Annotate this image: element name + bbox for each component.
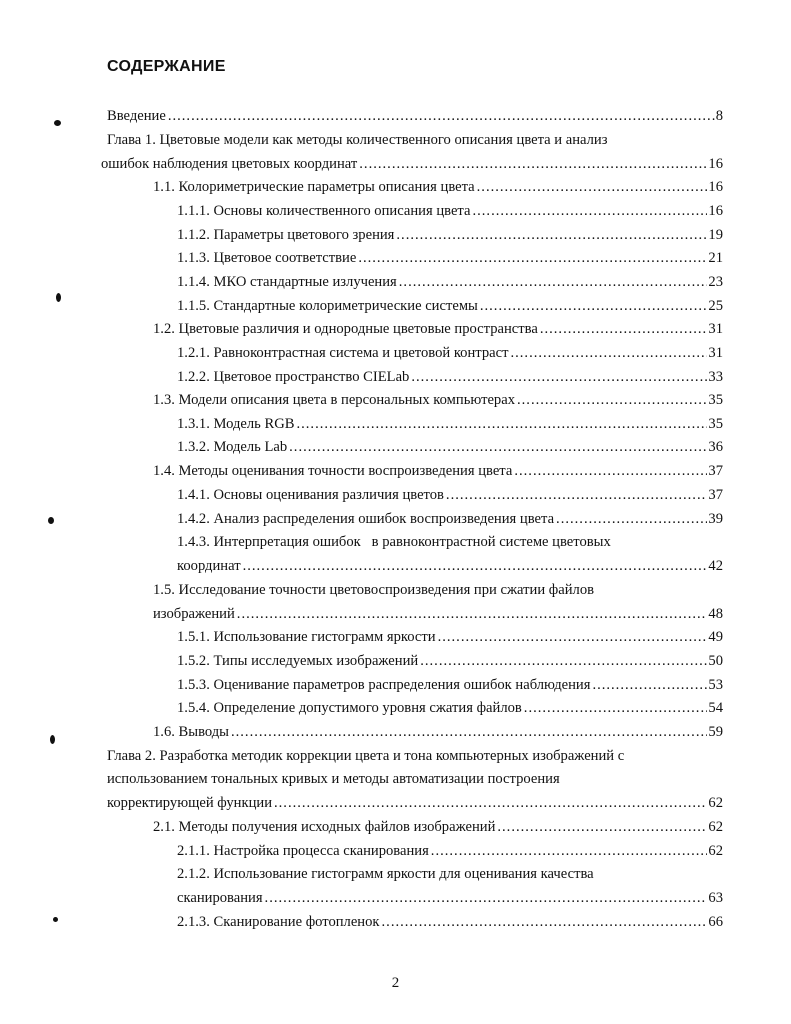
toc-entry-page: 54	[708, 700, 723, 716]
page-title: СОДЕРЖАНИЕ	[107, 58, 226, 75]
leader-dots	[358, 247, 707, 269]
leader-dots	[382, 911, 708, 933]
toc-entry-page: 16	[708, 179, 723, 195]
scan-speck	[48, 517, 54, 524]
toc-entry-page: 23	[708, 274, 723, 290]
toc-entry-chapter-1-line: Глава 1. Цветовые модели как методы количественного описания цвета и анализ	[107, 132, 608, 148]
leader-dots	[514, 460, 707, 482]
leader-dots	[480, 295, 708, 317]
toc-entry-1-3	[153, 389, 723, 411]
toc-entry-1-5-1	[177, 626, 723, 648]
toc-entry-1-5-4	[177, 697, 723, 719]
leader-dots	[510, 342, 707, 364]
toc-entry-2-1-2	[177, 887, 723, 909]
scan-speck	[53, 917, 58, 922]
toc-entry-title: 1.1.4. МКО стандартные излучения	[177, 274, 397, 290]
toc-entry-1-5-line: 1.5. Исследование точности цветовоспроизведения при сжатии файлов	[153, 582, 595, 598]
toc-entry-page: 31	[708, 321, 723, 337]
toc-entry-page: 59	[708, 724, 723, 740]
toc-entry-1-1-2	[177, 224, 723, 246]
leader-dots	[359, 153, 707, 175]
toc-entry-1-4-3-line: 1.4.3. Интерпретация ошибок в равноконтрастной системе цветовых	[177, 534, 611, 550]
toc-entry-page: 33	[708, 369, 723, 385]
toc-entry-page: 62	[708, 843, 723, 859]
toc-entry-page: 21	[708, 250, 723, 266]
toc-entry-title: 1.1.5. Стандартные колориметрические системы	[177, 298, 478, 314]
leader-dots	[477, 176, 708, 198]
toc-entry-title: 2.1.3. Сканирование фотопленок	[177, 914, 380, 930]
scan-speck	[56, 293, 61, 302]
toc-entry-1-1-3	[177, 247, 723, 269]
toc-entry-1-5-2	[177, 650, 723, 672]
toc-entry-title: 1.2.2. Цветовое пространство CIELab	[177, 369, 410, 385]
leader-dots	[592, 674, 707, 696]
toc-entry-title: 1.5.1. Использование гистограмм яркости	[177, 629, 436, 645]
toc-entry-1-1-5	[177, 295, 723, 317]
toc-entry-title: ошибок наблюдения цветовых координат	[101, 156, 358, 172]
toc-entry-2-1	[153, 816, 723, 838]
toc-entry-title: 1.5.2. Типы исследуемых изображений	[177, 653, 419, 669]
toc-entry-chapter-1	[101, 153, 723, 175]
leader-dots	[524, 697, 708, 719]
toc-entry-1-2	[153, 318, 723, 340]
toc-entry-1-1-4	[177, 271, 723, 293]
toc-entry-title: 1.3.1. Модель RGB	[177, 416, 295, 432]
toc-entry-title: 1.1.3. Цветовое соответствие	[177, 250, 357, 266]
toc-entry-page: 37	[708, 463, 723, 479]
toc-entry-page: 49	[708, 629, 723, 645]
toc-entry-page: 42	[708, 558, 723, 574]
toc-entry-page: 16	[708, 203, 723, 219]
toc-entry-title: корректирующей функции	[107, 795, 272, 811]
toc-entry-title: 1.4. Методы оценивания точности воспроизведения цвета	[153, 463, 513, 479]
toc-entry-page: 35	[708, 416, 723, 432]
leader-dots	[399, 271, 708, 293]
toc-entry-chapter-2-line-1: Глава 2. Разработка методик коррекции цвета и тона компьютерных изображений с	[107, 748, 625, 764]
toc-entry-chapter-2	[107, 792, 723, 814]
toc-entry-page: 53	[708, 677, 723, 693]
scan-speck	[50, 735, 55, 744]
toc-entry-title: сканирования	[177, 890, 263, 906]
leader-dots	[431, 840, 708, 862]
toc-entry-page: 37	[708, 487, 723, 503]
toc-entry-1-4-1	[177, 484, 723, 506]
toc-entry-1-5-3	[177, 674, 723, 696]
toc-entry-chapter-2-line-2: использованием тональных кривых и методы автоматизации построения	[107, 771, 560, 787]
leader-dots	[296, 413, 707, 435]
toc-entry-2-1-3	[177, 911, 723, 933]
leader-dots	[497, 816, 707, 838]
toc-entry-introduction	[107, 105, 723, 127]
toc-entry-title: 1.4.1. Основы оценивания различия цветов	[177, 487, 444, 503]
toc-entry-title: 1.5.4. Определение допустимого уровня сжатия файлов	[177, 700, 522, 716]
toc-entry-page: 31	[708, 345, 723, 361]
toc-entry-page: 62	[708, 795, 723, 811]
leader-dots	[517, 389, 707, 411]
leader-dots	[411, 366, 707, 388]
toc-entry-page: 8	[715, 108, 723, 124]
toc-entry-1-3-2	[177, 436, 723, 458]
scan-speck	[54, 120, 61, 126]
toc-entry-title: 1.6. Выводы	[153, 724, 229, 740]
toc-entry-page: 19	[708, 227, 723, 243]
toc-entry-1-2-2	[177, 366, 723, 388]
toc-entry-title: 1.4.2. Анализ распределения ошибок воспроизведения цвета	[177, 511, 555, 527]
leader-dots	[289, 436, 707, 458]
leader-dots	[438, 626, 708, 648]
toc-entry-title: изображений	[153, 606, 235, 622]
toc-entry-title: 2.1. Методы получения исходных файлов изображений	[153, 819, 496, 835]
toc-entry-page: 48	[708, 606, 723, 622]
toc-entry-title: 1.2.1. Равноконтрастная система и цветовой контраст	[177, 345, 509, 361]
leader-dots	[472, 200, 707, 222]
toc-entry-page: 63	[708, 890, 723, 906]
leader-dots	[396, 224, 707, 246]
toc-entry-title: 1.3.2. Модель Lab	[177, 439, 288, 455]
toc-entry-1-1-1	[177, 200, 723, 222]
toc-entry-title: 1.1.2. Параметры цветового зрения	[177, 227, 395, 243]
toc-entry-1-3-1	[177, 413, 723, 435]
toc-entry-title: 1.1. Колориметрические параметры описания цвета	[153, 179, 475, 195]
toc-entry-title: 2.1.1. Настройка процесса сканирования	[177, 843, 429, 859]
toc-entry-page: 16	[708, 156, 723, 172]
toc-entry-title: 1.3. Модели описания цвета в персональных компьютерах	[153, 392, 515, 408]
toc-entry-page: 50	[708, 653, 723, 669]
toc-entry-title: 1.2. Цветовые различия и однородные цветовые пространства	[153, 321, 538, 337]
leader-dots	[420, 650, 707, 672]
leader-dots	[265, 887, 708, 909]
toc-entry-1-4-3	[177, 555, 723, 577]
toc-entry-page: 36	[708, 439, 723, 455]
toc-entry-1-1	[153, 176, 723, 198]
page-number: 2	[391, 975, 400, 991]
toc-entry-page: 25	[708, 298, 723, 314]
leader-dots	[274, 792, 707, 814]
leader-dots	[556, 508, 707, 530]
toc-entry-1-6	[153, 721, 723, 743]
leader-dots	[243, 555, 708, 577]
toc-entry-1-4	[153, 460, 723, 482]
toc-entry-1-5	[153, 603, 723, 625]
leader-dots	[237, 603, 708, 625]
leader-dots	[446, 484, 707, 506]
toc-entry-2-1-2-line: 2.1.2. Использование гистограмм яркости для оценивания качества	[177, 866, 594, 882]
leader-dots	[540, 318, 708, 340]
toc-entry-1-4-2	[177, 508, 723, 530]
toc-entry-title: 1.5.3. Оценивание параметров распределения ошибок наблюдения	[177, 677, 591, 693]
toc-entry-page: 66	[708, 914, 723, 930]
toc-entry-page: 39	[708, 511, 723, 527]
toc-entry-title: координат	[177, 558, 241, 574]
leader-dots	[231, 721, 707, 743]
toc-entry-1-2-1	[177, 342, 723, 364]
toc-entry-page: 62	[708, 819, 723, 835]
toc-entry-2-1-1	[177, 840, 723, 862]
leader-dots	[168, 105, 715, 127]
toc-entry-title: Введение	[107, 108, 166, 124]
toc-entry-page: 35	[708, 392, 723, 408]
toc-entry-title: 1.1.1. Основы количественного описания цвета	[177, 203, 471, 219]
